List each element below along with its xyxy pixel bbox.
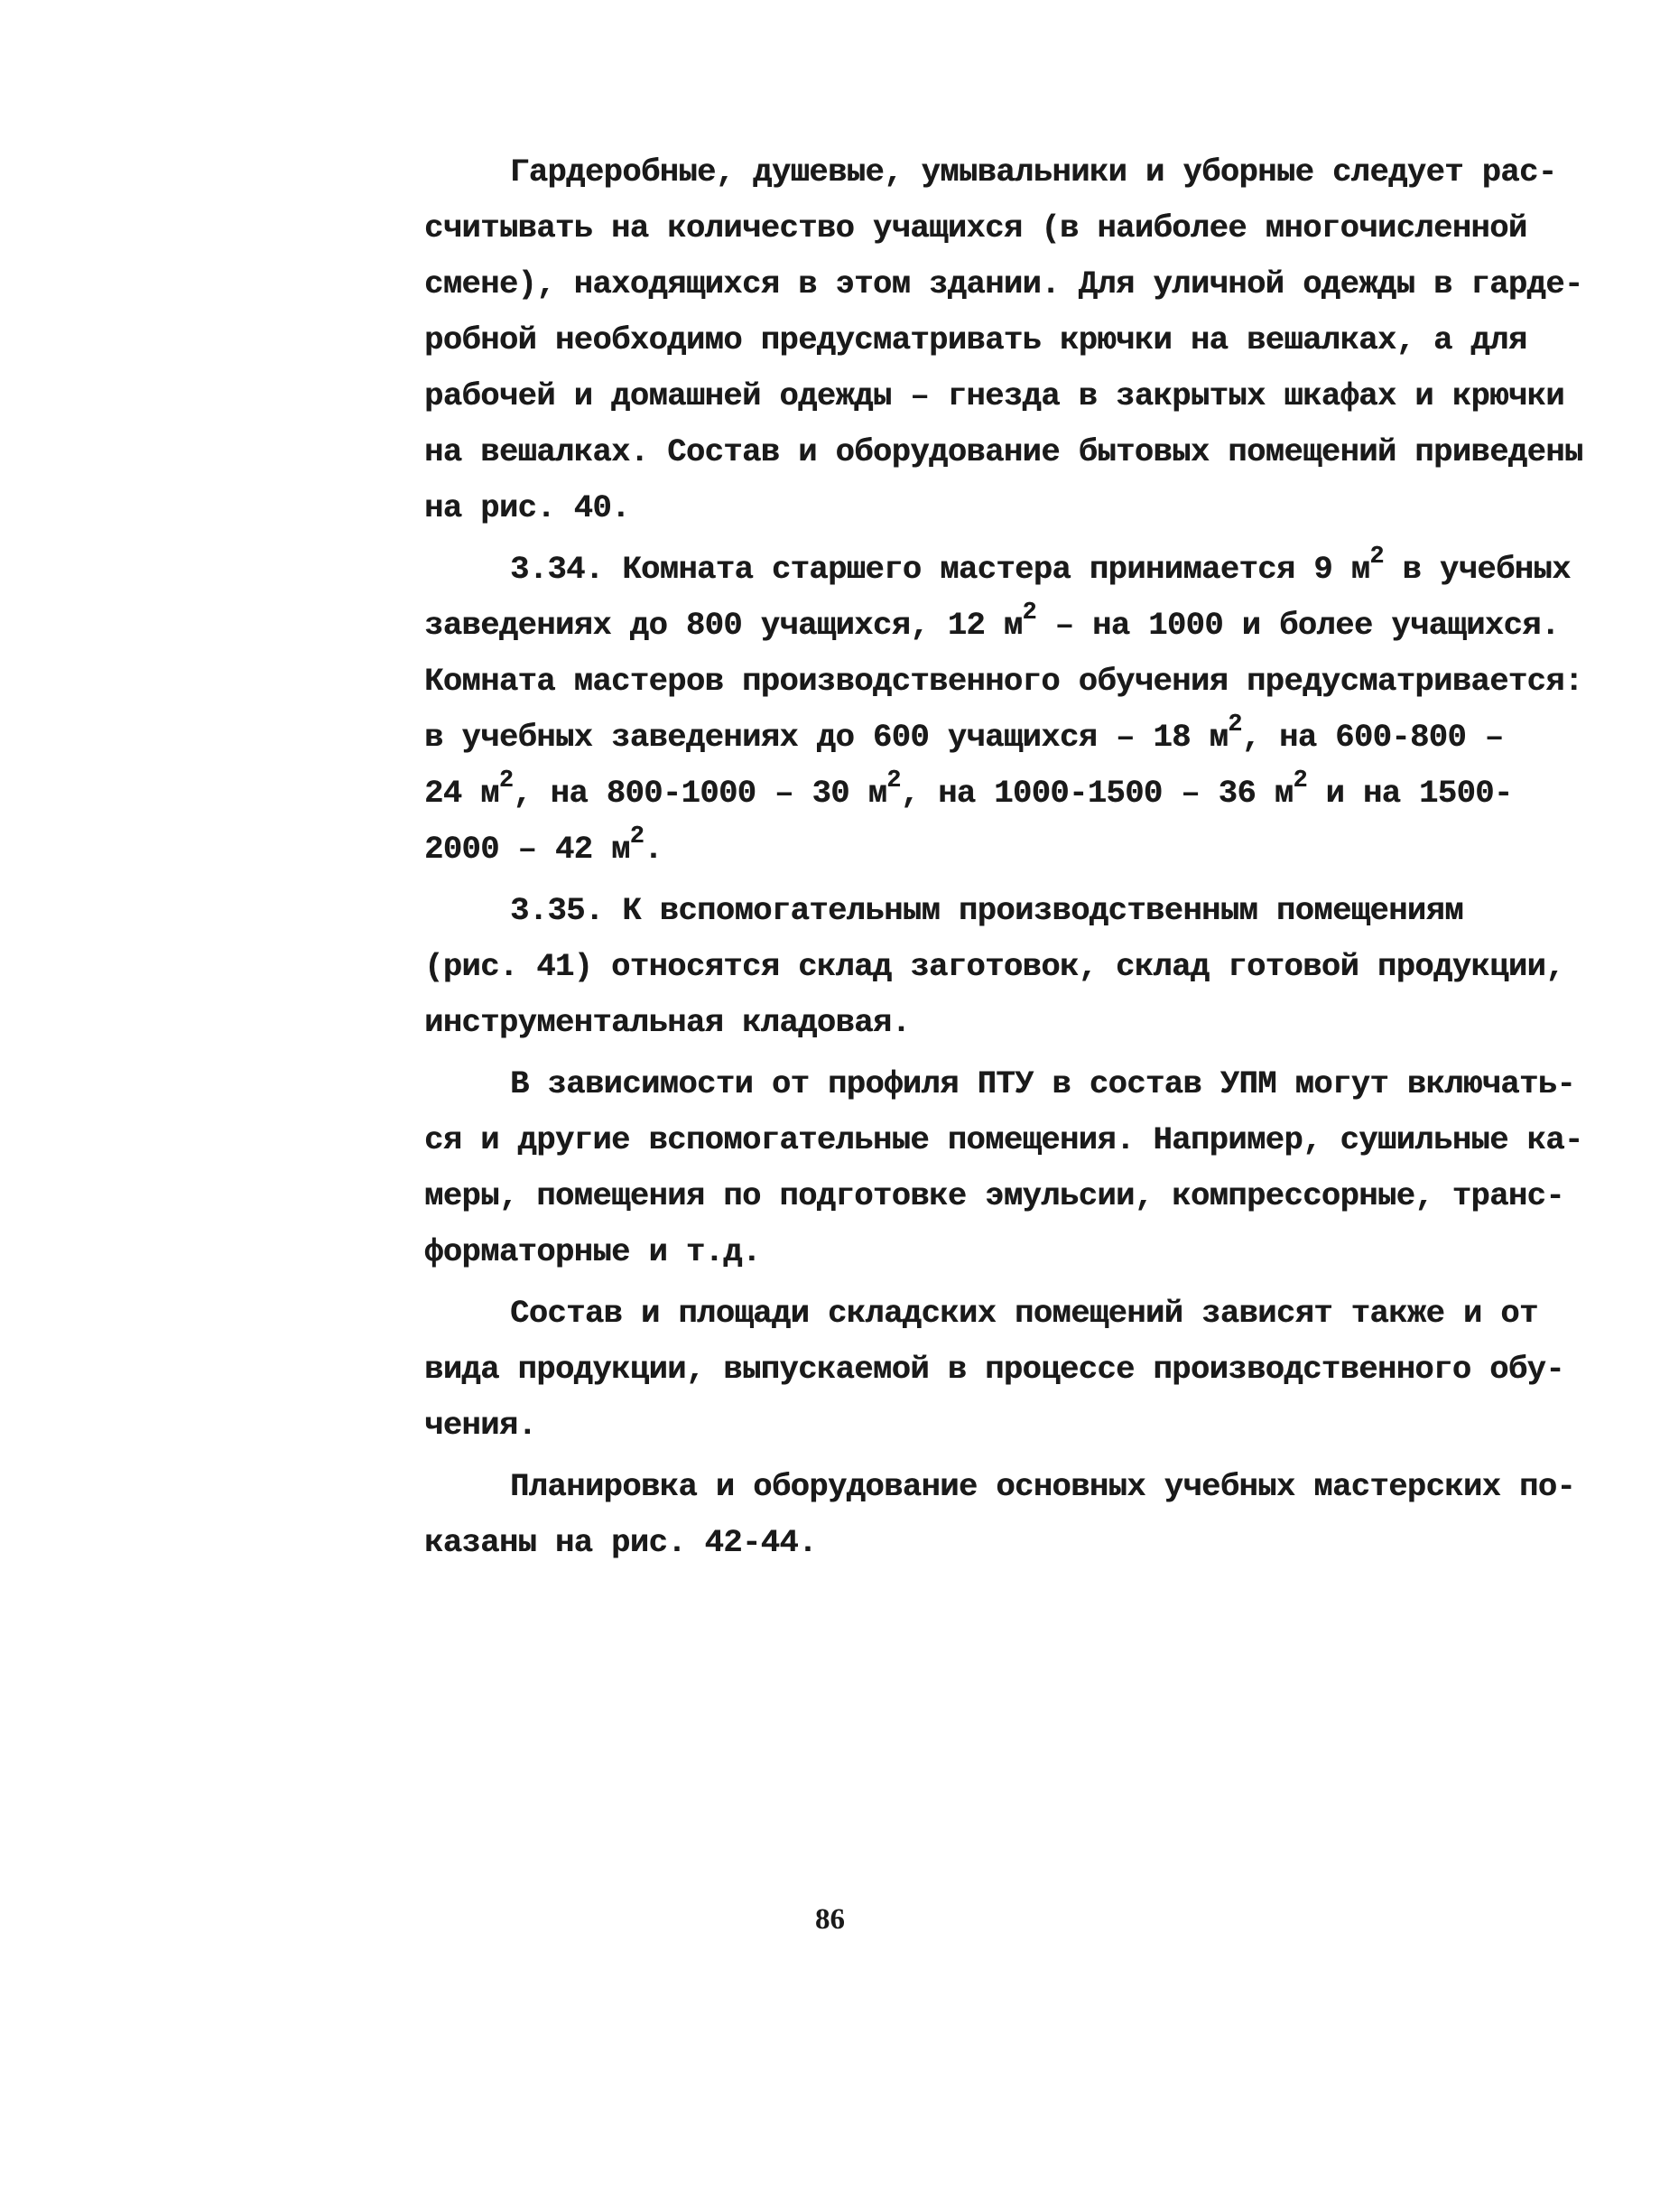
page-number: 86 — [815, 1903, 845, 1936]
paragraph-layout — [424, 1459, 1576, 1571]
text-line: на вешалках. Состав и оборудование бытовых помещений приведены — [424, 433, 1583, 470]
text-line: Комната мастеров производственного обучения предусматривается: — [424, 663, 1583, 700]
superscript: 2 — [1228, 711, 1242, 739]
text-line: 24 $м^2$, на 800-1000 – 30 $м^2$, на 1000-1500 – 36 $м^2$ и на 1500- — [424, 767, 1513, 812]
text-line: казаны на рис. 42-44. — [424, 1524, 817, 1561]
text-line: Состав и площади складских помещений зависят также и от — [510, 1295, 1538, 1332]
text-line: (рис. 41) относятся склад заготовок, склад готовой продукции, — [424, 948, 1564, 985]
paragraph-3-35 — [424, 883, 1564, 1051]
text-line: вида продукции, выпускаемой в процессе производственного обу- — [424, 1351, 1564, 1388]
text-line: считывать на количество учащихся (в наиболее многочисленной — [424, 209, 1527, 246]
superscript: 2 — [629, 823, 645, 850]
superscript: 2 — [1369, 543, 1384, 571]
page-body — [424, 144, 1583, 1571]
paragraph-profile — [424, 1056, 1583, 1280]
text-line: 2000 – 42 $м^2$. — [424, 823, 663, 868]
text-line: робной необходимо предусматривать крючки на вешалках, а для — [424, 321, 1527, 358]
paragraph-storage — [424, 1286, 1564, 1454]
superscript: 2 — [498, 767, 514, 795]
text-line: Гардеробные, душевые, умывальники и уборные следует рас- — [510, 153, 1557, 191]
text-line: ся и другие вспомогательные помещения. Например, сушильные ка- — [424, 1121, 1583, 1158]
text-line: в учебных заведениях до 600 учащихся – 18 $м^2$, на 600-800 – — [424, 711, 1504, 756]
paragraph-amenities — [424, 144, 1583, 536]
text-line: Планировка и оборудование основных учебных мастерских по- — [510, 1468, 1576, 1505]
text-line: заведениях до 800 учащихся, 12 $м^2$ – на 1000 и более учащихся. — [424, 599, 1560, 644]
text-line: форматорные и т.д. — [424, 1233, 761, 1270]
text-line: В зависимости от профиля ПТУ в состав УПМ могут включать- — [510, 1065, 1576, 1102]
text-line: меры, помещения по подготовке эмульсии, компрессорные, транс- — [424, 1177, 1564, 1214]
text-line: на рис. 40. — [424, 489, 630, 526]
text-line: рабочей и домашней одежды – гнезда в закрытых шкафах и крючки — [424, 377, 1564, 414]
text-line: смене), находящихся в этом здании. Для уличной одежды в гарде- — [424, 265, 1583, 302]
superscript: 2 — [886, 767, 901, 795]
paragraph-3-34 — [424, 542, 1583, 878]
superscript: 2 — [1293, 767, 1307, 795]
superscript: 2 — [1022, 599, 1036, 627]
text-line: инструментальная кладовая. — [424, 1004, 911, 1041]
text-line: чения. — [424, 1407, 537, 1444]
text-line: 3.35. К вспомогательным производственным помещениям — [510, 892, 1463, 929]
text-line: 3.34. Комната старшего мастера принимается 9 $м^2$ в учебных — [510, 543, 1571, 588]
